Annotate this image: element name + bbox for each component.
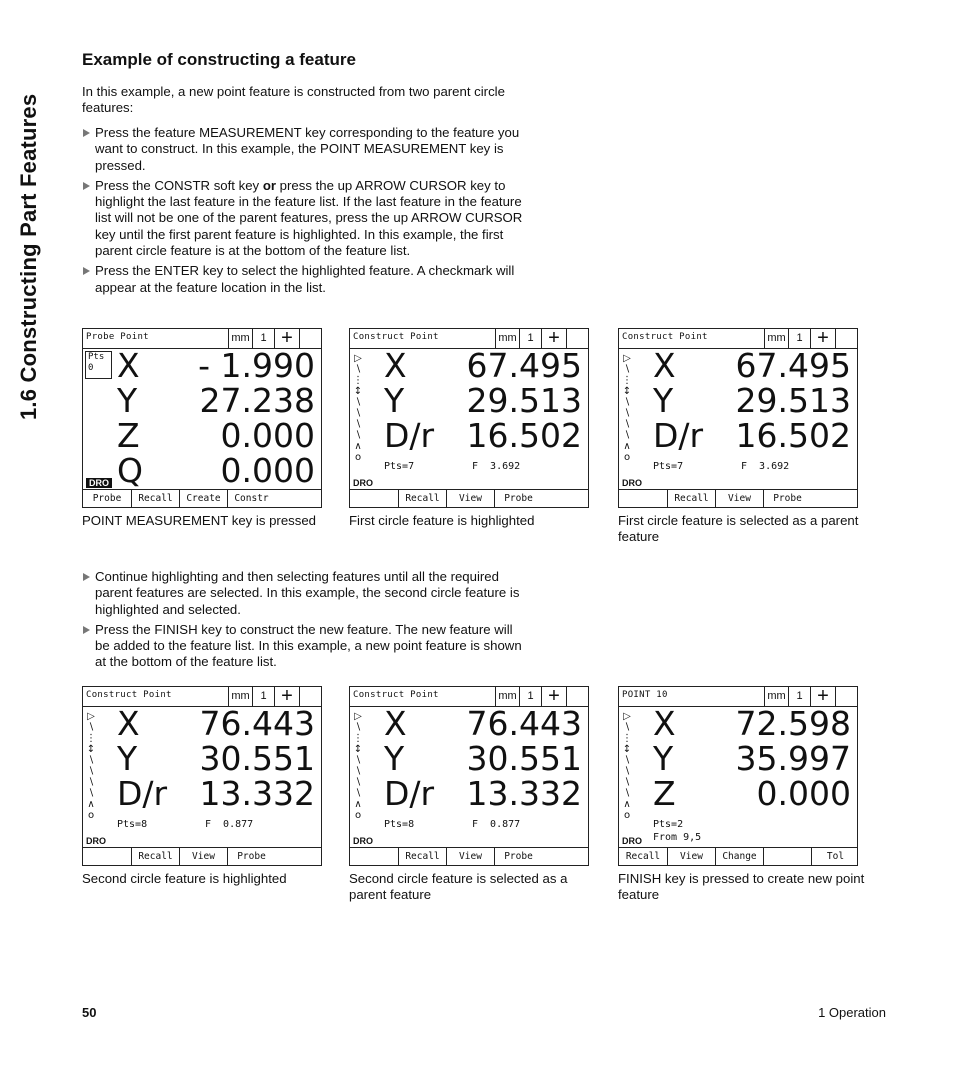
- units-mm-key[interactable]: mm: [764, 329, 788, 348]
- axis-value: 0.000: [756, 774, 851, 813]
- units-mm-key[interactable]: mm: [495, 329, 519, 348]
- axis-label: Y: [117, 739, 138, 778]
- arrow-bullet-icon: [83, 182, 90, 190]
- points-count: Pts=8: [117, 819, 148, 830]
- arrow-bullet-icon: [83, 267, 90, 275]
- form-value: F 0.877: [205, 819, 254, 830]
- softkey[interactable]: Probe: [763, 490, 811, 507]
- softkey[interactable]: Change: [715, 848, 763, 865]
- intro-paragraph: In this example, a new point feature is constructed from two parent circle features:: [82, 84, 505, 116]
- points-count: Pts=7: [653, 461, 684, 472]
- softkey[interactable]: Recall: [398, 848, 446, 865]
- steps-list-1: [82, 125, 527, 300]
- step-item: Press the feature MEASUREMENT key corresponding to the feature you want to construct. In this example, the POINT MEASUREMENT key is pressed.: [82, 125, 527, 174]
- screen-label: Construct Point: [353, 332, 439, 342]
- dro-screen: [82, 686, 322, 866]
- figure-caption: FINISH key is pressed to create new point feature: [618, 871, 865, 902]
- feature-type-icons: ▷ ∖ ⋮ ↕ ∖ ∖ ∖ ∖ ∧ o: [622, 353, 632, 463]
- axis-label: Q: [117, 451, 143, 490]
- softkey[interactable]: [350, 490, 398, 507]
- softkey[interactable]: View: [179, 848, 227, 865]
- axis-label: Z: [117, 416, 140, 455]
- from-features: From 9,5: [653, 832, 702, 843]
- datum-plus-icon[interactable]: +: [541, 329, 567, 348]
- dro-screen: [618, 686, 858, 866]
- feature-list-icons: [351, 353, 383, 493]
- dro-screen: [82, 328, 322, 508]
- page-number: 50: [82, 1005, 97, 1020]
- datum-plus-icon[interactable]: +: [274, 329, 300, 348]
- axis-label: X: [117, 704, 140, 743]
- points-box: Pts 0: [85, 351, 112, 379]
- screen-label: POINT 10: [622, 690, 668, 700]
- axis-value: 30.551: [466, 739, 582, 778]
- feature-type-icons: ▷ ∖ ⋮ ↕ ∖ ∖ ∖ ∖ ∧ o: [353, 711, 363, 821]
- softkey[interactable]: View: [667, 848, 715, 865]
- softkey-bar: [619, 847, 857, 865]
- softkey[interactable]: [83, 848, 131, 865]
- axis-value: 13.332: [199, 774, 315, 813]
- softkey[interactable]: [763, 848, 811, 865]
- fraction-icon[interactable]: 1: [519, 687, 541, 706]
- step-item: Press the FINISH key to construct the new feature. The new feature will be added to the feature list. In this example, a new point feature is shown at the bottom of the feature list.: [82, 622, 527, 671]
- axis-value: 72.598: [735, 704, 851, 743]
- dro-label: DRO: [622, 836, 642, 846]
- softkey[interactable]: Recall: [625, 851, 661, 862]
- softkey-bar: [619, 489, 857, 507]
- axis-value: 29.513: [466, 381, 582, 420]
- screen-footer: [384, 818, 521, 831]
- axis-value: 67.495: [466, 346, 582, 385]
- feature-list-icons: [84, 711, 116, 851]
- units-mm-key[interactable]: mm: [495, 687, 519, 706]
- axis-label: Y: [384, 739, 405, 778]
- axis-label: D/r: [384, 416, 435, 455]
- softkey-bar: [350, 847, 588, 865]
- softkey-bar: [83, 847, 321, 865]
- step-item: Press the CONSTR soft key or press the up ARROW CURSOR key to highlight the last feature in the feature list. If the last feature in the feature list will not be one of the parent features, press the up ARROW CURSOR key until the first parent feature is highlighted. In this example, the first parent circle feature is at the bottom of the feature list.: [82, 178, 527, 259]
- figure-caption: First circle feature is selected as a parent feature: [618, 513, 859, 544]
- form-value: F 3.692: [741, 461, 790, 472]
- feature-type-icons: ▷ ∖ ⋮ ↕ ∖ ∖ ∖ ∖ ∧ o: [86, 711, 96, 821]
- figure-caption: Second circle feature is selected as a parent feature: [349, 871, 568, 902]
- softkey[interactable]: Probe: [494, 848, 542, 865]
- axis-label: X: [384, 704, 407, 743]
- axis-value: 0.000: [220, 451, 315, 490]
- points-count: Pts=7: [384, 461, 415, 472]
- dro-screen: [618, 328, 858, 508]
- softkey[interactable]: Probe: [494, 490, 542, 507]
- dro-label: DRO: [86, 836, 106, 846]
- axis-label: Y: [117, 381, 138, 420]
- axis-label: X: [653, 346, 676, 385]
- feature-list-icons: [620, 353, 652, 493]
- axis-label: Z: [653, 774, 676, 813]
- steps-list-2: [82, 569, 527, 675]
- form-value: F 0.877: [472, 819, 521, 830]
- axis-value: 67.495: [735, 346, 851, 385]
- axis-label: Y: [384, 381, 405, 420]
- axis-value: - 1.990: [198, 346, 315, 385]
- screen-label: Construct Point: [353, 690, 439, 700]
- axis-label: Y: [653, 381, 674, 420]
- screen-footer: [117, 818, 254, 831]
- dro-label: DRO: [353, 836, 373, 846]
- axis-value: 16.502: [735, 416, 851, 455]
- form-value: F 3.692: [472, 461, 521, 472]
- axis-label: X: [117, 346, 140, 385]
- softkey[interactable]: Create: [179, 490, 227, 507]
- screen-footer: [653, 818, 683, 831]
- figure-caption: POINT MEASUREMENT key is pressed: [82, 513, 317, 528]
- axis-value: 0.000: [220, 416, 315, 455]
- figure-caption: First circle feature is highlighted: [349, 513, 535, 528]
- arrow-bullet-icon: [83, 573, 90, 581]
- arrow-bullet-icon: [83, 626, 90, 634]
- datum-plus-icon[interactable]: +: [541, 687, 567, 706]
- axis-label: D/r: [384, 774, 435, 813]
- chapter-label: 1 Operation: [818, 1005, 886, 1020]
- screen-footer: [384, 460, 521, 473]
- dro-label: DRO: [622, 478, 642, 488]
- softkey[interactable]: View: [446, 848, 494, 865]
- fraction-icon[interactable]: 1: [252, 329, 274, 348]
- softkey-bar: [83, 489, 321, 507]
- softkey[interactable]: Recall: [131, 490, 179, 507]
- softkey[interactable]: Tol: [811, 848, 859, 865]
- screen-label: Probe Point: [86, 332, 149, 342]
- feature-list-icons: [351, 711, 383, 851]
- dro-label: DRO: [86, 478, 112, 488]
- axis-value: 27.238: [199, 381, 315, 420]
- axis-label: D/r: [653, 416, 704, 455]
- axis-label: D/r: [117, 774, 168, 813]
- step-item: Continue highlighting and then selecting features until all the required parent features are selected. In this example, the second circle feature is highlighted and selected.: [82, 569, 527, 618]
- axis-value: 16.502: [466, 416, 582, 455]
- axis-label: Y: [653, 739, 674, 778]
- screen-footer: [653, 460, 790, 473]
- softkey[interactable]: View: [715, 490, 763, 507]
- feature-list-icons: [620, 711, 652, 851]
- fraction-icon[interactable]: 1: [252, 687, 274, 706]
- units-mm-key[interactable]: mm: [228, 329, 252, 348]
- axis-value: 76.443: [199, 704, 315, 743]
- softkey[interactable]: Constr: [227, 490, 275, 507]
- dro-label: DRO: [353, 478, 373, 488]
- feature-type-icons: ▷ ∖ ⋮ ↕ ∖ ∖ ∖ ∖ ∧ o: [353, 353, 363, 463]
- units-mm-key[interactable]: mm: [764, 687, 788, 706]
- points-count: Pts=2: [653, 819, 684, 830]
- axis-value: 35.997: [735, 739, 851, 778]
- softkey[interactable]: Recall: [398, 490, 446, 507]
- softkey[interactable]: [350, 848, 398, 865]
- softkey[interactable]: View: [446, 490, 494, 507]
- units-mm-key[interactable]: mm: [228, 687, 252, 706]
- softkey[interactable]: Recall: [131, 848, 179, 865]
- figure-caption: Second circle feature is highlighted: [82, 871, 287, 886]
- softkey-bar: [350, 489, 588, 507]
- softkey[interactable]: Probe: [92, 493, 122, 504]
- fraction-icon[interactable]: 1: [788, 329, 810, 348]
- fraction-icon[interactable]: 1: [788, 687, 810, 706]
- axis-value: 29.513: [735, 381, 851, 420]
- section-title: Example of constructing a feature: [82, 50, 356, 69]
- feature-type-icons: ▷ ∖ ⋮ ↕ ∖ ∖ ∖ ∖ ∧ o: [622, 711, 632, 821]
- softkey[interactable]: [619, 490, 667, 507]
- dro-screen: [349, 686, 589, 866]
- softkey[interactable]: Probe: [227, 848, 275, 865]
- axis-value: 13.332: [466, 774, 582, 813]
- dro-screen: [349, 328, 589, 508]
- screen-label: Construct Point: [86, 690, 172, 700]
- points-count: Pts=8: [384, 819, 415, 830]
- softkey[interactable]: Recall: [667, 490, 715, 507]
- axis-value: 30.551: [199, 739, 315, 778]
- datum-plus-icon[interactable]: +: [274, 687, 300, 706]
- axis-label: X: [384, 346, 407, 385]
- fraction-icon[interactable]: 1: [519, 329, 541, 348]
- arrow-bullet-icon: [83, 129, 90, 137]
- screen-label: Construct Point: [622, 332, 708, 342]
- datum-plus-icon[interactable]: +: [810, 329, 836, 348]
- datum-plus-icon[interactable]: +: [810, 687, 836, 706]
- axis-value: 76.443: [466, 704, 582, 743]
- step-item: Press the ENTER key to select the highlighted feature. A checkmark will appear at the feature location in the list.: [82, 263, 527, 296]
- axis-label: X: [653, 704, 676, 743]
